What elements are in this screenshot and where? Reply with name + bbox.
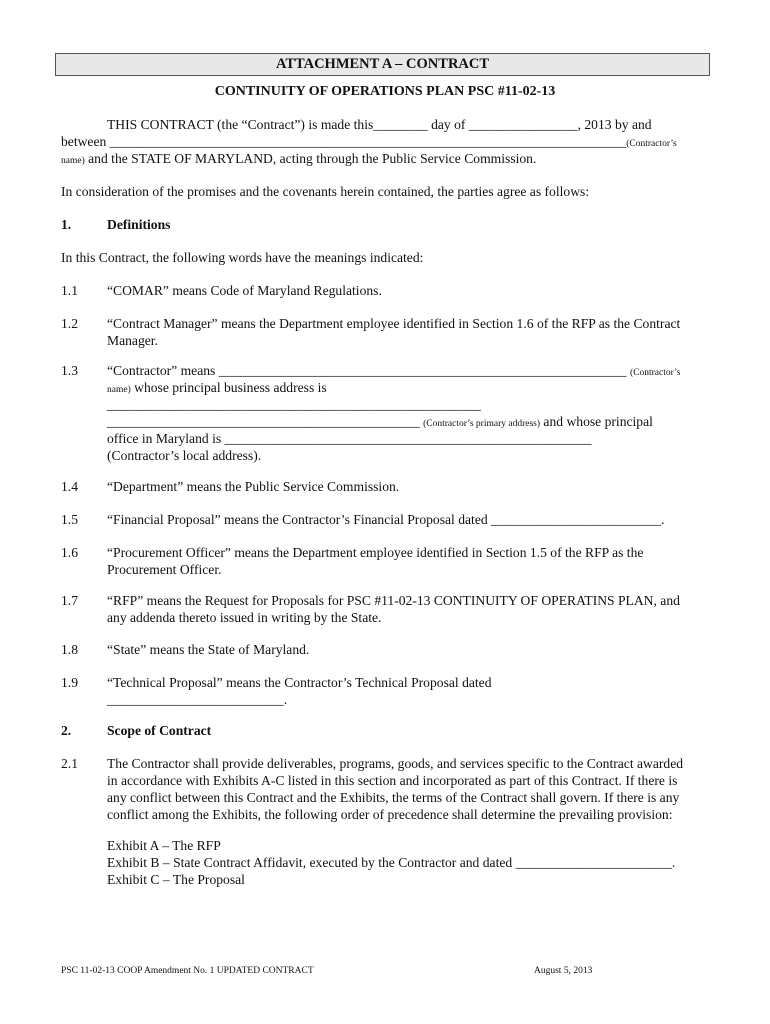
intro-line-1: THIS CONTRACT (the “Contract”) is made this________ day of ________________, 2013 by and [107,117,652,132]
exhibit-item: Exhibit A – The RFP [107,838,221,853]
footer-date: August 5, 2013 [534,966,593,976]
consideration-text: In consideration of the promises and the covenants herein contained, the parties agree as follows: [61,184,590,199]
exhibit-item: Exhibit C – The Proposal [107,872,245,887]
item-text: “Technical Proposal” means the Contractor’s Technical Proposal dated [107,675,492,690]
item-text: _______________________________________________________ [107,397,481,412]
scope-text: The Contractor shall provide deliverables, programs, goods, and services specific to the Contract awarded [107,756,684,771]
footer-left: PSC 11-02-13 COOP Amendment No. 1 UPDATED CONTRACT [61,966,314,976]
page-subtitle: CONTINUITY OF OPERATIONS PLAN PSC #11-02-13 [214,84,556,99]
item-number: 1.8 [61,642,78,657]
item-text: __________________________. [107,692,288,707]
item-text: office in Maryland is ______________________________________________________ [107,431,592,446]
item-text: any addenda thereto issued in writing by the State. [107,610,382,625]
scope-text: in accordance with Exhibits A-C listed in this section and incorporated as part of this Contract. If there is [107,773,678,788]
contractor-means: “Contractor” means ____________________________________________________________ [107,363,627,378]
name-label: name) [107,385,131,395]
item-number: 1.5 [61,512,78,527]
item-number: 1.7 [61,593,78,608]
local-address-label: (Contractor’s local address). [107,448,262,463]
item-text: “COMAR” means Code of Maryland Regulations. [107,283,382,298]
item-text: “Financial Proposal” means the Contractor’s Financial Proposal dated _________________________. [107,512,665,527]
section-2-heading: Scope of Contract [107,723,212,738]
section-1-heading: Definitions [107,217,171,232]
item-text: Procurement Officer. [107,562,222,577]
item-number: 1.3 [61,363,78,378]
item-number: 1.9 [61,675,78,690]
item-text: “Department” means the Public Service Commission. [107,479,400,494]
intro-contractor-label: (Contractor’s [626,139,677,149]
page-title: ATTACHMENT A – CONTRACT [55,53,710,76]
principal-office: and whose principal [540,414,653,429]
exhibit-item: Exhibit B – State Contract Affidavit, executed by the Contractor and dated _______________________. [107,855,676,870]
primary-address-label: (Contractor’s primary address) [423,419,541,429]
address-lead: whose principal business address is [130,380,327,395]
section-2-number: 2. [61,723,72,738]
item-number: 1.1 [61,283,78,298]
item-text: “RFP” means the Request for Proposals for PSC #11-02-13 CONTINUITY OF OPERATINS PLAN, and [107,593,680,608]
item-text: “State” means the State of Maryland. [107,642,310,657]
section-1-lead: In this Contract, the following words have the meanings indicated: [61,250,424,265]
address-blank: ______________________________________________ [107,414,420,429]
scope-text: any conflict between this Contract and the Exhibits, the terms of the Contract shall govern. If there is any [107,790,680,805]
intro-between: between ____________________________________________________________________________ [61,134,627,149]
item-number: 2.1 [61,756,78,771]
item-number: 1.4 [61,479,78,494]
item-text: Manager. [107,333,158,348]
intro-state: and the STATE OF MARYLAND, acting through the Public Service Commission. [84,151,537,166]
item-text: “Contract Manager” means the Department employee identified in Section 1.6 of the RFP as the Contract [107,316,681,331]
intro-name-label: name) [61,156,85,166]
section-1-number: 1. [61,217,72,232]
scope-text: conflict among the Exhibits, the following order of precedence shall determine the prevailing provision: [107,807,673,822]
contractor-label: (Contractor’s [629,368,681,378]
intro-line-3 [61,150,536,170]
item-number: 1.6 [61,545,78,560]
item-text: “Procurement Officer” means the Department employee identified in Section 1.5 of the RFP as the [107,545,644,560]
item-number: 1.2 [61,316,78,331]
